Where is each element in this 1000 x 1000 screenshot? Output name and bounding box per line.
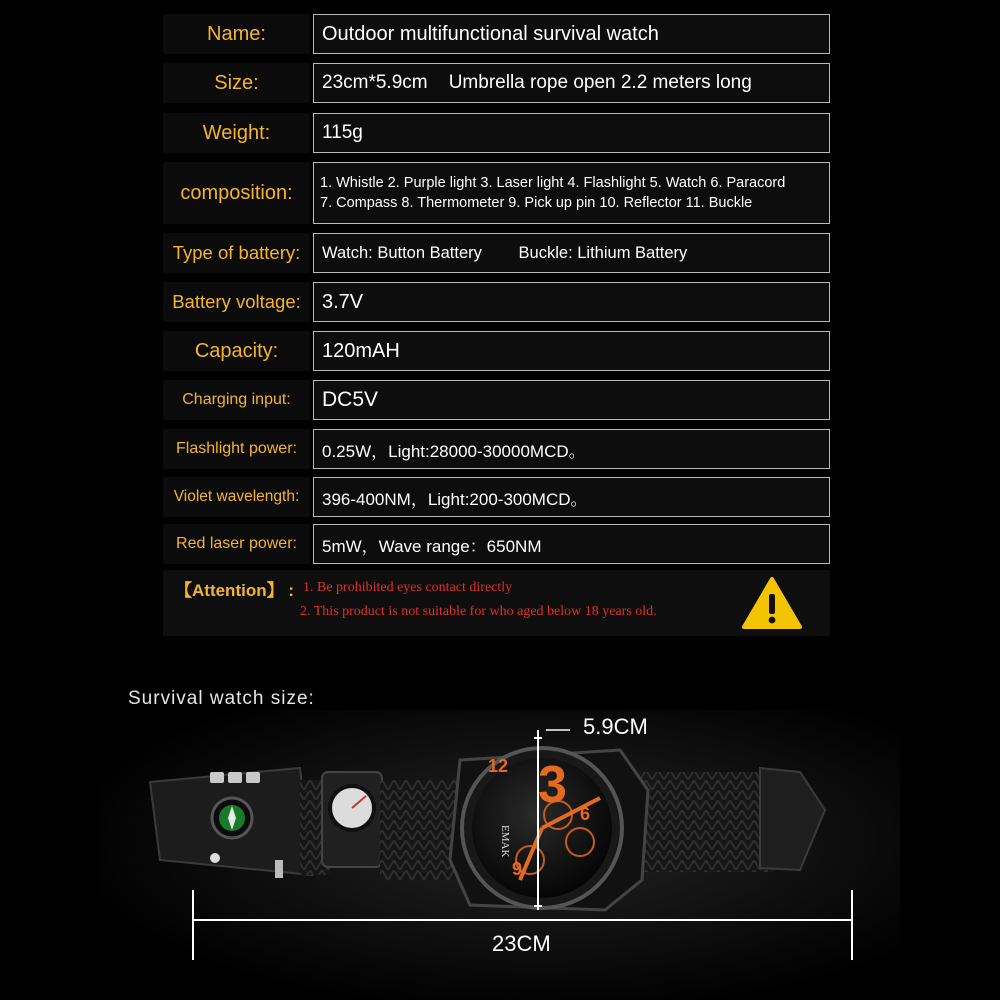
- attention-line-2: 2. This product is not suitable for who aged below 18 years old.: [300, 604, 657, 619]
- buckle-left: [150, 768, 312, 878]
- watch-numeral-3: 3: [538, 756, 567, 814]
- watch-numeral-12: 12: [488, 756, 509, 776]
- spec-row-battery-type: [163, 233, 830, 273]
- spec-value-charging-input: DC5V: [313, 380, 830, 420]
- spec-label-charging-input: Charging input:: [163, 380, 310, 420]
- spec-row-capacity: [163, 331, 830, 371]
- spec-value-battery-voltage: 3.7V: [313, 282, 830, 322]
- spec-value-weight: 115g: [313, 113, 830, 153]
- attention-label-text: 【Attention】: [175, 581, 284, 600]
- spec-row-composition: [163, 162, 830, 224]
- spec-value-flashlight-power: 0.25W，Light:28000-30000MCD。: [313, 429, 830, 469]
- spec-label-composition: composition:: [163, 162, 310, 224]
- attention-box: [163, 570, 830, 636]
- section-title: Survival watch size:: [128, 688, 315, 709]
- spec-row-weight: [163, 113, 830, 153]
- watch-numeral-9: 9: [512, 859, 523, 879]
- spec-label-battery-voltage: Battery voltage:: [163, 282, 310, 322]
- attention-label: [175, 576, 294, 601]
- spec-value-composition: [313, 162, 830, 224]
- spec-row-violet-wavelength: [163, 477, 830, 517]
- dimension-length-label: 23CM: [492, 931, 551, 956]
- spec-label-flashlight-power: Flashlight power:: [163, 429, 310, 469]
- watch-brand: EMAK: [499, 825, 511, 858]
- spec-row-size: [163, 63, 830, 103]
- composition-line-1: 1. Whistle 2. Purple light 3. Laser light 4. Flashlight 5. Watch 6. Paracord: [320, 175, 786, 191]
- spec-label-red-laser-power: Red laser power:: [163, 524, 310, 564]
- spec-value-battery-type: Watch: Button Battery Buckle: Lithium Battery: [313, 233, 830, 273]
- thermometer-compass: [322, 772, 382, 867]
- attention-colon: :: [288, 581, 294, 600]
- spec-row-name: [163, 14, 830, 54]
- watch-numeral-6: 6: [580, 804, 591, 824]
- spec-label-violet-wavelength: Violet wavelength:: [163, 477, 310, 517]
- warning-triangle-icon: [741, 576, 803, 630]
- spec-value-violet-wavelength: 396-400NM，Light:200-300MCD。: [313, 477, 830, 517]
- spec-label-weight: Weight:: [163, 113, 310, 153]
- dimension-width-label: 5.9CM: [583, 714, 648, 739]
- spec-value-red-laser-power: 5mW，Wave range：650NM: [313, 524, 830, 564]
- composition-line-2: 7. Compass 8. Thermometer 9. Pick up pin 10. Reflector 11. Buckle: [320, 195, 753, 211]
- spec-row-flashlight-power: [163, 429, 830, 469]
- spec-label-name: Name:: [163, 14, 310, 54]
- spec-label-size: Size:: [163, 63, 310, 103]
- spec-value-name: Outdoor multifunctional survival watch: [313, 14, 830, 54]
- spec-value-capacity: 120mAH: [313, 331, 830, 371]
- spec-row-charging-input: [163, 380, 830, 420]
- attention-line-1: 1. Be prohibited eyes contact directly: [303, 580, 513, 595]
- watch-face: [450, 748, 648, 910]
- spec-value-size: 23cm*5.9cm Umbrella rope open 2.2 meters long: [313, 63, 830, 103]
- spec-row-red-laser-power: [163, 524, 830, 564]
- spec-row-battery-voltage: [163, 282, 830, 322]
- spec-label-battery-type: Type of battery:: [163, 233, 310, 273]
- spec-label-capacity: Capacity:: [163, 331, 310, 371]
